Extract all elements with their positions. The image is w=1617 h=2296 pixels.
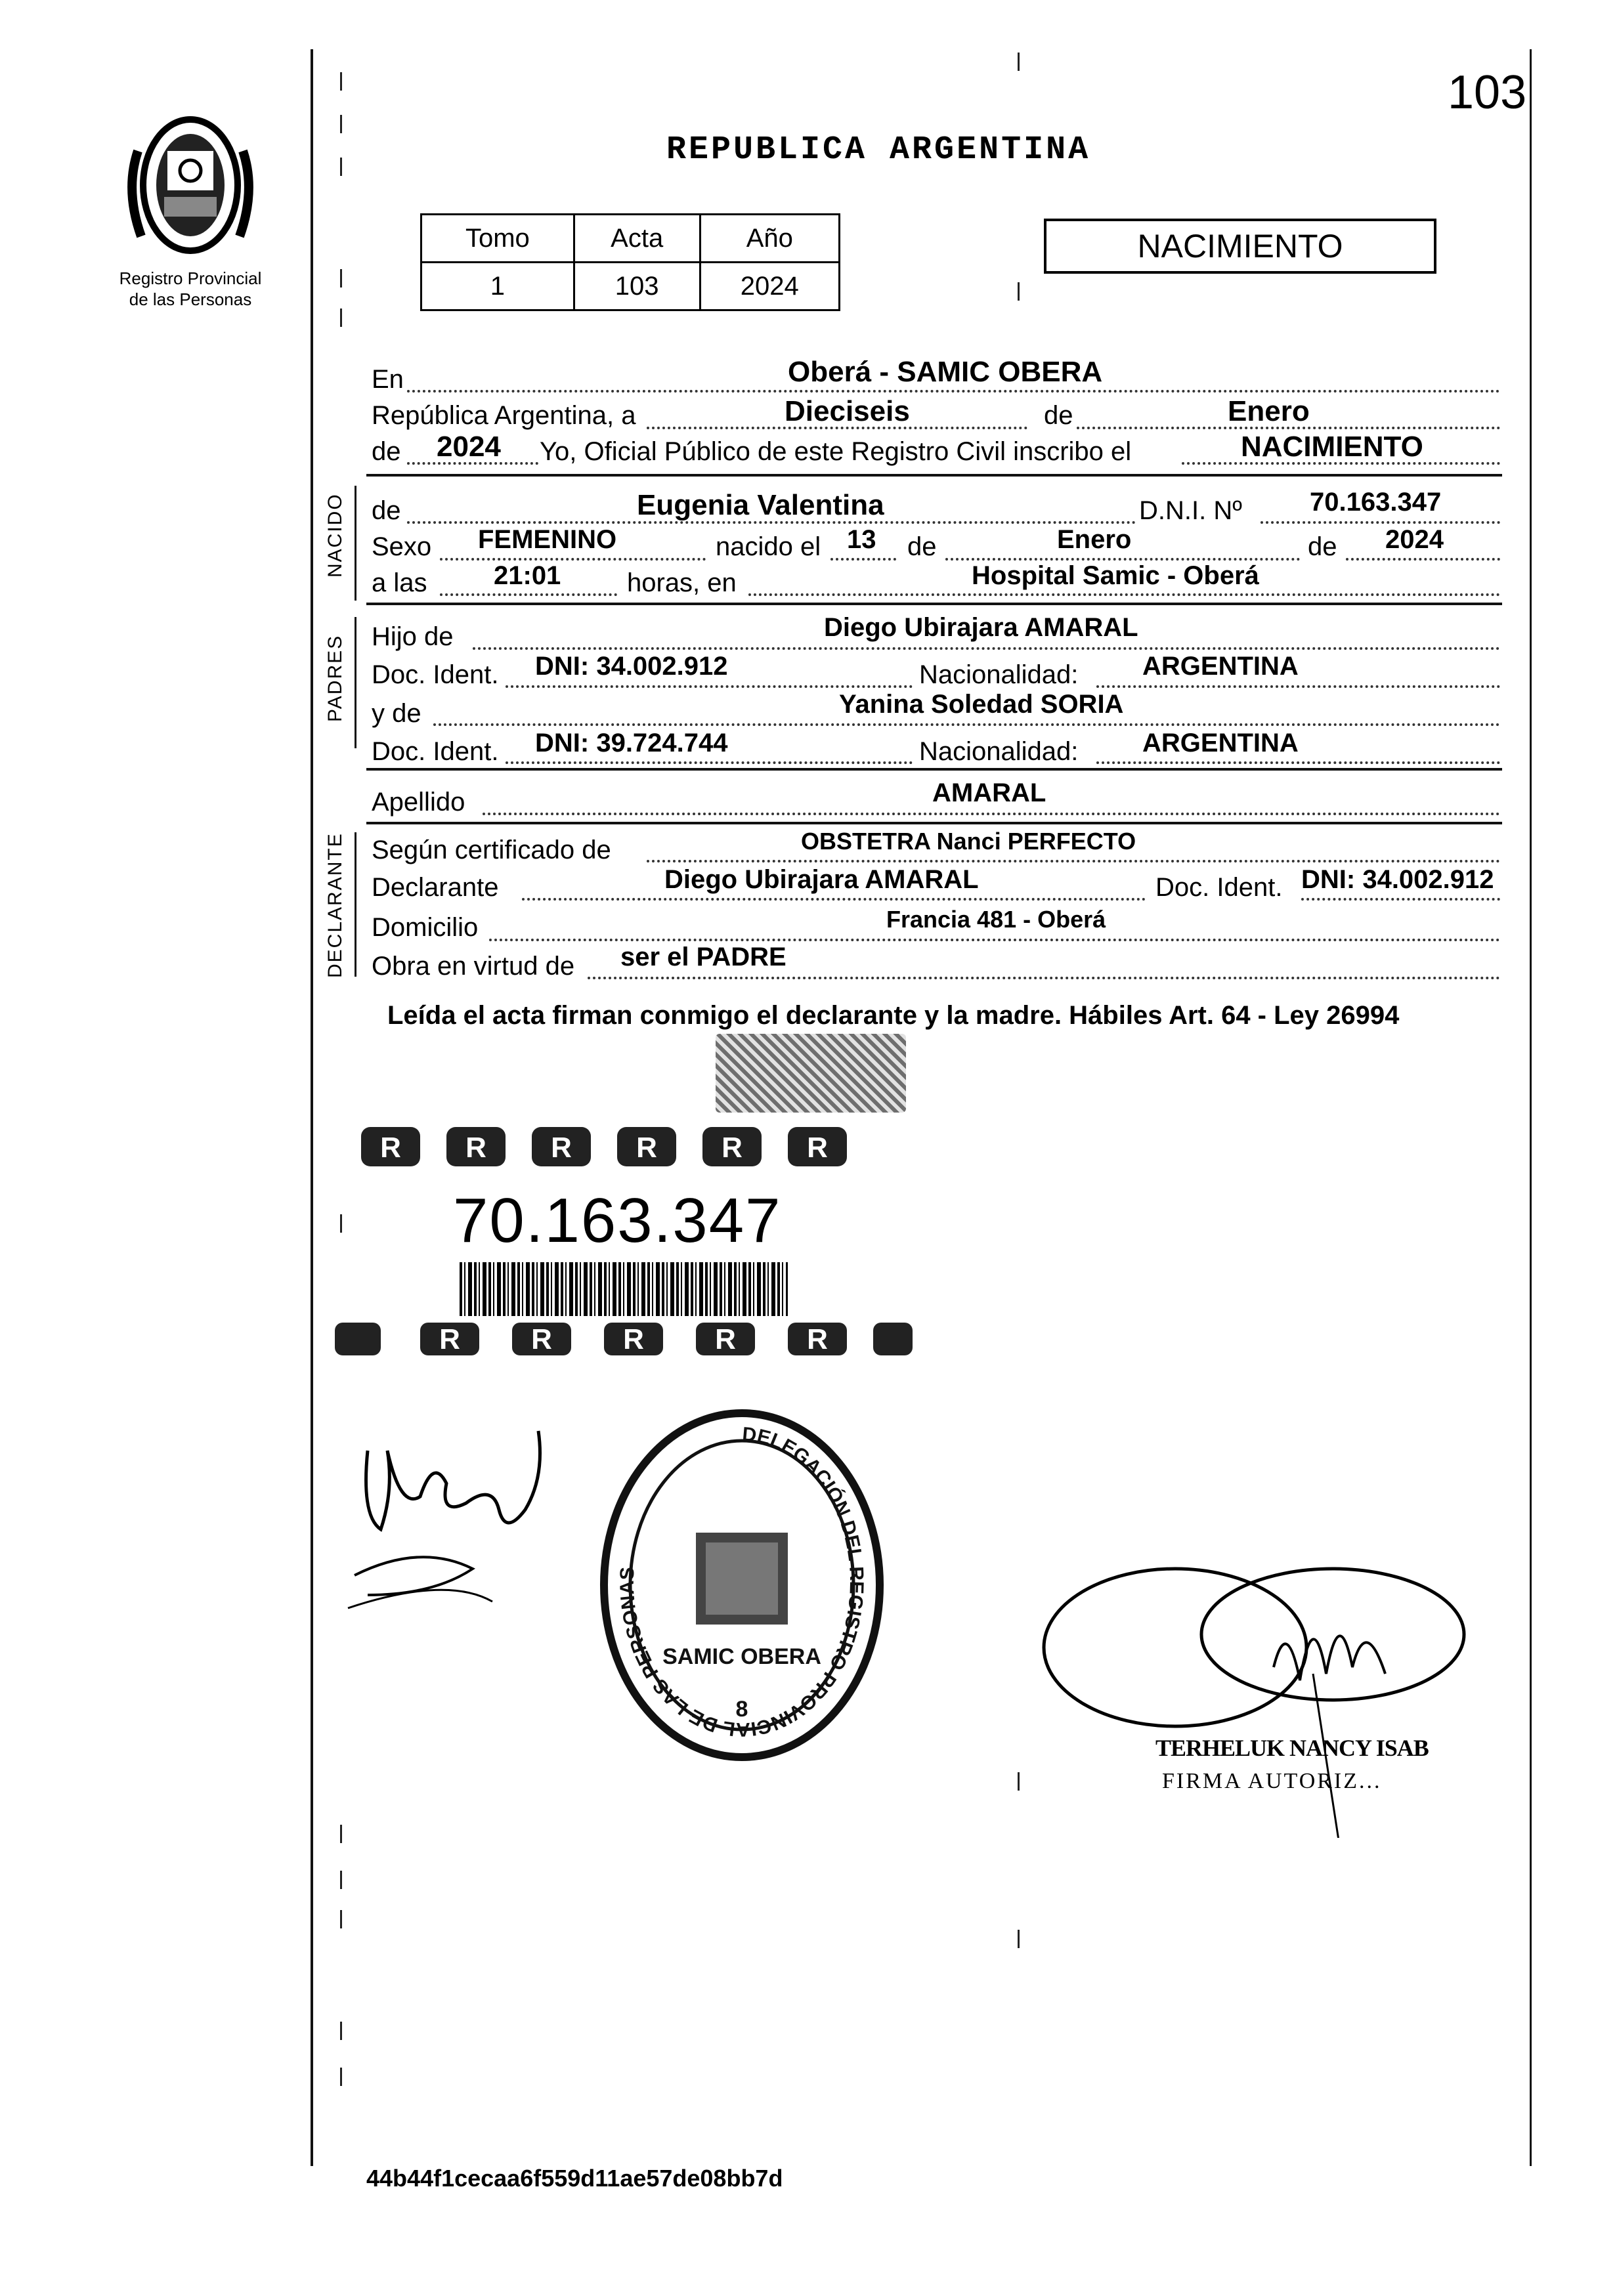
nombre-label: de bbox=[372, 496, 401, 525]
r-glyph: R bbox=[531, 1323, 552, 1355]
sexo-label: Sexo bbox=[372, 532, 432, 561]
madre-nacionalidad-value: ARGENTINA bbox=[1142, 729, 1299, 757]
r-glyph: R bbox=[623, 1323, 644, 1355]
index-table-header: Año bbox=[700, 215, 839, 263]
index-table-header-row bbox=[421, 215, 840, 263]
nac-dia-value: 13 bbox=[847, 525, 876, 554]
stamp-bottom-mark: 8 bbox=[735, 1697, 748, 1722]
registry-name bbox=[92, 268, 289, 310]
security-label bbox=[335, 1119, 913, 1369]
margin-mark bbox=[340, 1871, 342, 1889]
anio-value: 2024 bbox=[437, 431, 501, 463]
section-divider bbox=[366, 768, 1502, 771]
official-stamp bbox=[591, 1401, 893, 1772]
act-type-label: NACIMIENTO bbox=[1137, 228, 1343, 265]
index-table-value-row bbox=[421, 263, 840, 310]
dotted-line bbox=[1261, 521, 1500, 524]
dotted-line bbox=[440, 593, 617, 596]
margin-mark bbox=[340, 1910, 342, 1928]
dotted-line bbox=[489, 939, 1500, 941]
tomo-value: 1 bbox=[421, 263, 574, 310]
madre-doc-label: Doc. Ident. bbox=[372, 737, 499, 766]
margin-mark bbox=[1018, 1772, 1020, 1791]
horas-label: horas, en bbox=[627, 568, 737, 597]
officer-role: FIRMA AUTORIZ... bbox=[1162, 1769, 1382, 1793]
dotted-line bbox=[748, 593, 1500, 596]
officer-name: TERHELUK NANCY ISAB bbox=[1155, 1735, 1429, 1761]
margin-mark bbox=[340, 158, 342, 176]
yde-label: y de bbox=[372, 699, 421, 728]
padre-doc-label: Doc. Ident. bbox=[372, 660, 499, 689]
padre-nac-label: Nacionalidad: bbox=[919, 660, 1079, 689]
right-margin-line bbox=[1530, 49, 1532, 2166]
dotted-line bbox=[1096, 685, 1500, 688]
dotted-line bbox=[433, 723, 1500, 726]
hijo-label: Hijo de bbox=[372, 622, 454, 651]
section-bracket bbox=[355, 486, 356, 601]
registry-name-line2: de las Personas bbox=[129, 289, 252, 309]
lugar-registro-value: Oberá - SAMIC OBERA bbox=[788, 356, 1103, 388]
madre-nombre-value: Yanina Soledad SORIA bbox=[839, 690, 1124, 719]
left-margin-line bbox=[311, 49, 313, 2166]
section-bracket bbox=[355, 832, 356, 977]
madre-doc-value: DNI: 39.724.744 bbox=[535, 729, 728, 757]
r-glyph: R bbox=[439, 1323, 460, 1355]
section-label-declarante: DECLARANTE bbox=[324, 832, 346, 978]
dotted-line bbox=[473, 647, 1500, 650]
margin-mark bbox=[340, 308, 342, 327]
margin-mark bbox=[340, 115, 342, 133]
section-label-padres: PADRES bbox=[324, 634, 346, 722]
mes-value: Enero bbox=[1228, 395, 1310, 427]
section-label-nacido: NACIDO bbox=[324, 493, 346, 578]
r-glyph: R bbox=[380, 1132, 401, 1164]
nombre-value: Eugenia Valentina bbox=[637, 489, 884, 521]
dotted-line bbox=[588, 977, 1500, 979]
nac-anio-value: 2024 bbox=[1385, 525, 1444, 554]
margin-mark bbox=[340, 2022, 342, 2040]
r-glyph: R bbox=[715, 1323, 736, 1355]
index-table bbox=[420, 213, 840, 311]
officer-signature bbox=[1037, 1562, 1484, 1841]
r-glyph: R bbox=[551, 1132, 572, 1164]
closing-text: Leída el acta firman conmigo el declarante y la madre. Hábiles Art. 64 - Ley 26994 bbox=[387, 1001, 1400, 1030]
registry-oval-stamp-icon bbox=[591, 1401, 893, 1769]
en-label: En bbox=[372, 365, 404, 394]
certificado-value: OBSTETRA Nanci PERFECTO bbox=[801, 828, 1136, 855]
dotted-line bbox=[1301, 898, 1500, 901]
barcode-number: 70.163.347 bbox=[453, 1185, 782, 1256]
dotted-line bbox=[407, 390, 1500, 393]
signature-scribble-icon bbox=[341, 1411, 558, 1621]
acta-value: 103 bbox=[574, 263, 700, 310]
anio-value: 2024 bbox=[700, 263, 839, 310]
sexo-value: FEMENINO bbox=[478, 525, 617, 554]
section-divider bbox=[366, 603, 1502, 605]
r-glyph: R bbox=[636, 1132, 657, 1164]
apellido-value: AMARAL bbox=[932, 778, 1046, 807]
declarant-signature bbox=[341, 1411, 558, 1625]
provincial-seal-icon bbox=[112, 112, 269, 263]
madre-nac-label: Nacionalidad: bbox=[919, 737, 1079, 766]
nacido-label: nacido el bbox=[716, 532, 821, 561]
domicilio-label: Domicilio bbox=[372, 913, 479, 942]
lugar-nacimiento-value: Hospital Samic - Oberá bbox=[972, 561, 1259, 590]
padre-nombre-value: Diego Ubirajara AMARAL bbox=[824, 613, 1138, 642]
margin-mark bbox=[340, 1825, 342, 1843]
stamp-center-text: SAMIC OBERA bbox=[662, 1644, 821, 1669]
index-table-header: Acta bbox=[574, 215, 700, 263]
document-hash: 44b44f1cecaa6f559d11ae57de08bb7d bbox=[366, 2165, 783, 2192]
dotted-line bbox=[506, 761, 913, 764]
stamp-ring-text: DELEGACIÓN DEL REGISTRO PROVINCIAL DE LAS PERSONAS bbox=[616, 1423, 868, 1741]
index-table-header: Tomo bbox=[421, 215, 574, 263]
hora-value: 21:01 bbox=[494, 561, 561, 590]
act-type-box bbox=[1044, 219, 1436, 274]
margin-mark bbox=[340, 269, 342, 287]
document-title: REPUBLICA ARGENTINA bbox=[666, 131, 1091, 169]
dotted-line bbox=[440, 558, 706, 561]
dotted-line bbox=[830, 558, 896, 561]
registry-logo bbox=[112, 112, 269, 263]
oficial-label: Yo, Oficial Público de este Registro Civil inscribo el bbox=[540, 437, 1132, 466]
security-hologram bbox=[716, 1034, 906, 1113]
decl-doc-label: Doc. Ident. bbox=[1155, 873, 1283, 902]
de-label: de bbox=[1044, 401, 1073, 430]
nac-de2-label: de bbox=[1308, 532, 1337, 561]
inscribo-value: NACIMIENTO bbox=[1241, 431, 1423, 463]
dotted-line bbox=[506, 685, 913, 688]
margin-mark bbox=[340, 72, 342, 91]
barcode-icon bbox=[460, 1262, 788, 1316]
dotted-line bbox=[483, 813, 1500, 815]
dotted-line bbox=[945, 558, 1300, 561]
officer-signature-scribble-icon bbox=[1037, 1562, 1484, 1838]
nac-de-label: de bbox=[907, 532, 937, 561]
segun-label: Según certificado de bbox=[372, 836, 611, 864]
republica-label: República Argentina, a bbox=[372, 401, 636, 430]
padre-doc-value: DNI: 34.002.912 bbox=[535, 652, 728, 681]
section-bracket bbox=[355, 617, 356, 748]
dotted-line bbox=[522, 898, 1146, 901]
r-glyph: R bbox=[807, 1132, 828, 1164]
declarante-label: Declarante bbox=[372, 873, 499, 902]
obra-value: ser el PADRE bbox=[620, 943, 787, 971]
dotted-line bbox=[647, 860, 1500, 862]
decl-doc-value: DNI: 34.002.912 bbox=[1301, 865, 1494, 894]
dni-value: 70.163.347 bbox=[1310, 488, 1442, 517]
margin-mark bbox=[1018, 53, 1020, 71]
declarante-value: Diego Ubirajara AMARAL bbox=[664, 865, 979, 894]
margin-mark bbox=[1018, 282, 1020, 301]
alas-label: a las bbox=[372, 568, 427, 597]
section-divider bbox=[366, 474, 1502, 477]
r-glyph: R bbox=[722, 1132, 743, 1164]
padre-nacionalidad-value: ARGENTINA bbox=[1142, 652, 1299, 681]
registry-name-line1: Registro Provincial bbox=[119, 268, 262, 288]
section-divider bbox=[366, 822, 1502, 824]
margin-mark bbox=[340, 2068, 342, 2086]
r-glyph: R bbox=[807, 1323, 828, 1355]
r-glyph: R bbox=[465, 1132, 486, 1164]
domicilio-value: Francia 481 - Oberá bbox=[886, 906, 1106, 933]
margin-mark bbox=[1018, 1930, 1020, 1948]
apellido-label: Apellido bbox=[372, 788, 465, 817]
dotted-line bbox=[1346, 558, 1500, 561]
de2-label: de bbox=[372, 437, 401, 466]
nac-mes-value: Enero bbox=[1057, 525, 1132, 554]
obra-label: Obra en virtud de bbox=[372, 952, 575, 981]
dni-label: D.N.I. Nº bbox=[1139, 496, 1242, 525]
dia-value: Dieciseis bbox=[785, 395, 910, 427]
dotted-line bbox=[1096, 761, 1500, 764]
page-number: 103 bbox=[1448, 66, 1527, 119]
